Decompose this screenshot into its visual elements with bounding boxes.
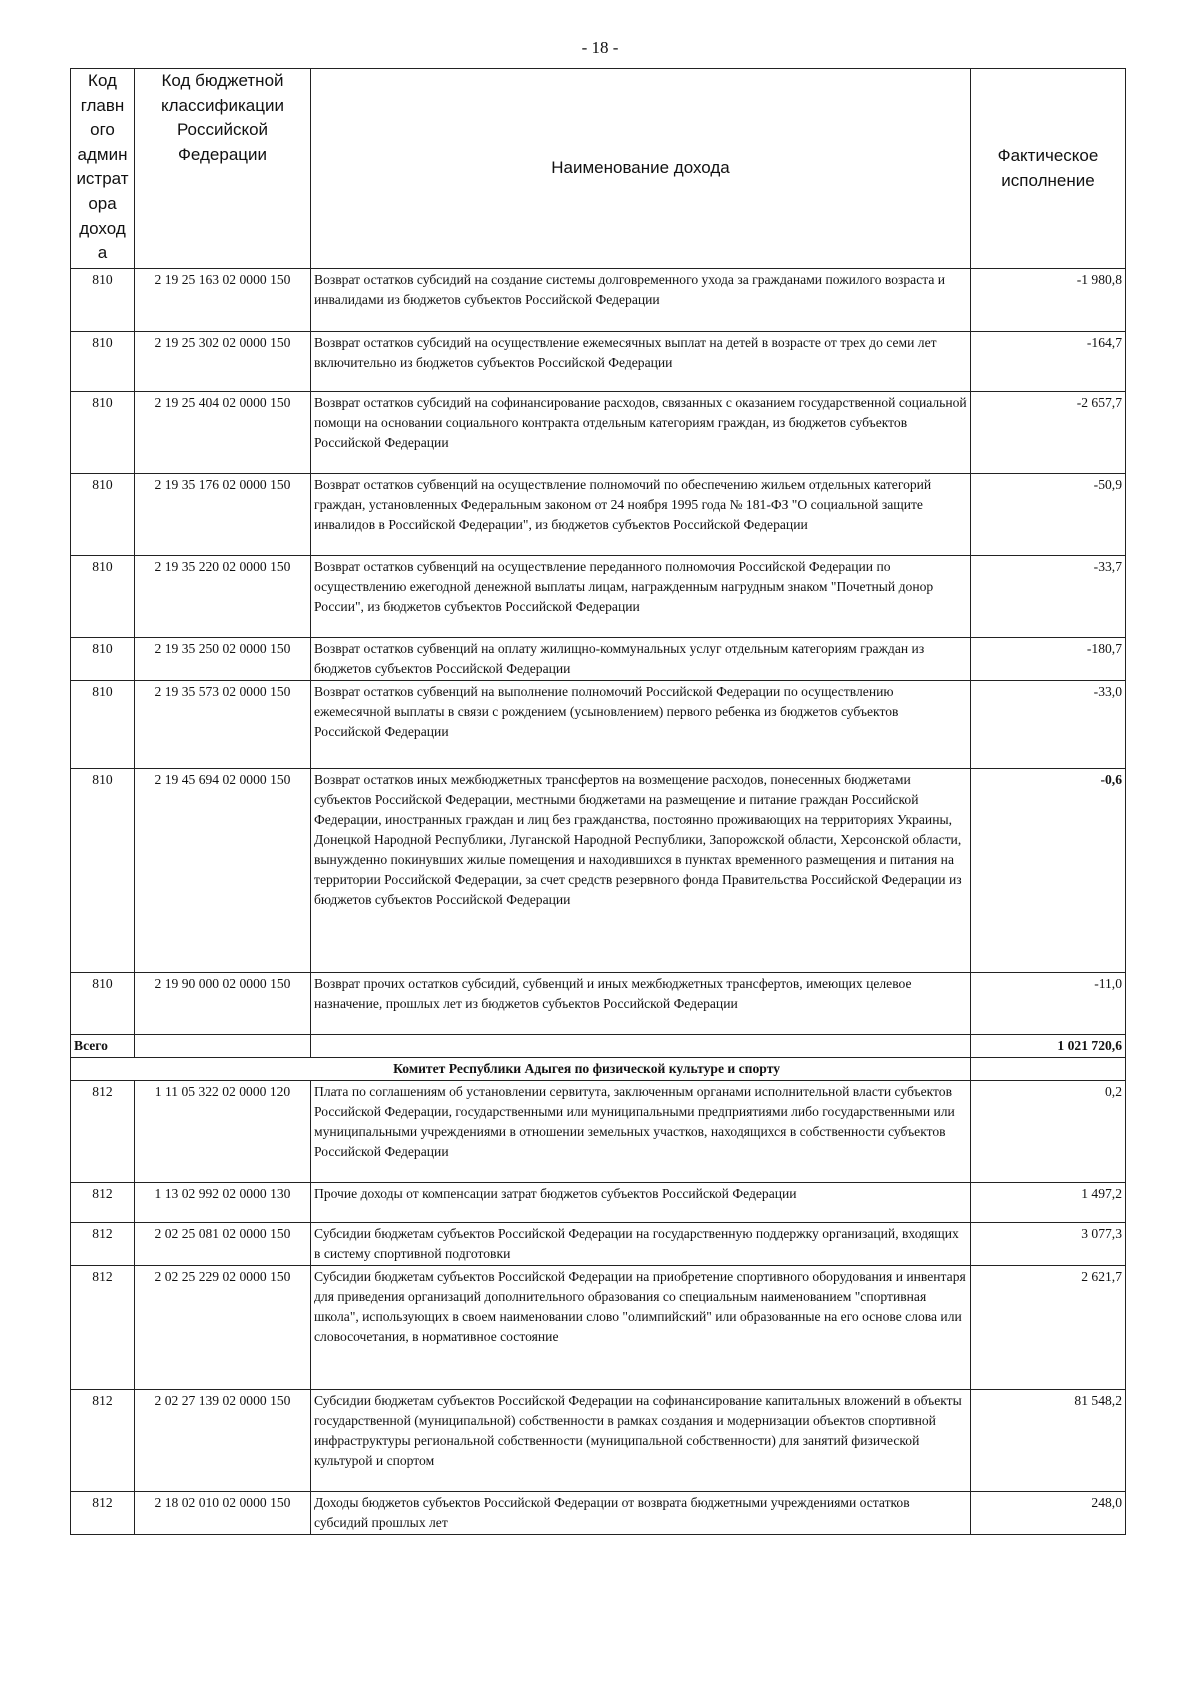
table-row [71,1492,1126,1535]
admin-code-cell: 810 [71,332,135,392]
admin-code-cell: 810 [71,392,135,474]
total-empty-cell [311,1035,971,1058]
revenue-name-cell: Возврат остатков субвенций на выполнение полномочий Российской Федерации по осуществлению ежемесячной выплаты в связи с рождением (усыновлением) первого ребенка из бюджетов субъектов Российской Федерации [311,681,971,769]
amount-cell: 81 548,2 [971,1390,1126,1492]
table-row [71,638,1126,681]
table-row [71,1183,1126,1223]
total-empty-cell [135,1035,311,1058]
admin-code-cell: 812 [71,1390,135,1492]
admin-code-cell: 810 [71,769,135,973]
admin-code-cell: 812 [71,1266,135,1390]
amount-cell: -33,7 [971,556,1126,638]
budget-code-cell: 2 18 02 010 02 0000 150 [135,1492,311,1535]
admin-code-cell: 810 [71,973,135,1035]
budget-code-cell: 2 19 35 176 02 0000 150 [135,474,311,556]
revenue-name-cell: Возврат остатков субсидий на софинансирование расходов, связанных с оказанием государственной социальной помощи на основании социального контракта отдельным категориям граждан, из бюджетов субъектов Российской Федерации [311,392,971,474]
budget-code-cell: 1 11 05 322 02 0000 120 [135,1081,311,1183]
table-row [71,1223,1126,1266]
budget-code-cell: 2 19 35 250 02 0000 150 [135,638,311,681]
revenue-name-cell: Плата по соглашениям об установлении сервитута, заключенным органами исполнительной власти субъектов Российской Федерации, государственными или муниципальными предприятиями либо государственными или муниципальными учреждениями в отношении земельных участков, находящихся в собственности субъектов Российской Федерации [311,1081,971,1183]
amount-cell: 2 621,7 [971,1266,1126,1390]
section-title: Комитет Республики Адыгея по физической культуре и спорту [71,1058,971,1081]
revenue-name-cell: Доходы бюджетов субъектов Российской Федерации от возврата бюджетными учреждениями остатков субсидий прошлых лет [311,1492,971,1535]
revenue-name-cell: Возврат остатков субвенций на осуществление переданного полномочия Российской Федерации по осуществлению ежегодной денежной выплаты лицам, награжденным нагрудным знаком "Почетный донор России", из бюджетов субъектов Российской Федерации [311,556,971,638]
table-row [71,769,1126,973]
revenue-name-cell: Возврат остатков субсидий на осуществление ежемесячных выплат на детей в возрасте от трех до семи лет включительно из бюджетов субъектов Российской Федерации [311,332,971,392]
amount-cell: 3 077,3 [971,1223,1126,1266]
table-row [71,681,1126,769]
section-row [71,1058,1126,1081]
table-row [71,1266,1126,1390]
admin-code-cell: 810 [71,681,135,769]
revenue-name-cell: Возврат остатков субвенций на осуществление полномочий по обеспечению жильем отдельных категорий граждан, установленных Федеральным законом от 24 ноября 1995 года № 181-ФЗ "О социальной защите инвалидов в Российской Федерации", из бюджетов субъектов Российской Федерации [311,474,971,556]
table-row [71,332,1126,392]
revenue-name-cell: Субсидии бюджетам субъектов Российской Федерации на государственную поддержку организаций, входящих в систему спортивной подготовки [311,1223,971,1266]
budget-code-cell: 2 19 90 000 02 0000 150 [135,973,311,1035]
budget-code-cell: 2 19 25 302 02 0000 150 [135,332,311,392]
amount-cell: 0,2 [971,1081,1126,1183]
revenue-name-cell: Возврат прочих остатков субсидий, субвенций и иных межбюджетных трансфертов, имеющих целевое назначение, прошлых лет из бюджетов субъектов Российской Федерации [311,973,971,1035]
revenue-table [70,68,1126,1535]
revenue-name-cell: Субсидии бюджетам субъектов Российской Федерации на приобретение спортивного оборудования и инвентаря для приведения организаций дополнительного образования со специальным наименованием "спортивная школа", использующих в своем наименовании слово "олимпийский" или образованные на его основе слова или словосочетания, в нормативное состояние [311,1266,971,1390]
header-budget-code: Код бюджетной классификации Российской Федерации [135,69,311,269]
revenue-table-frame [70,68,1125,1596]
revenue-rows [71,269,1126,1535]
amount-cell: -50,9 [971,474,1126,556]
table-row [71,1390,1126,1492]
budget-code-cell: 2 02 25 081 02 0000 150 [135,1223,311,1266]
header-revenue-name: Наименование дохода [311,69,971,269]
amount-cell: 248,0 [971,1492,1126,1535]
revenue-name-cell: Прочие доходы от компенсации затрат бюджетов субъектов Российской Федерации [311,1183,971,1223]
admin-code-cell: 812 [71,1183,135,1223]
admin-code-cell: 812 [71,1492,135,1535]
budget-code-cell: 2 19 45 694 02 0000 150 [135,769,311,973]
total-row [71,1035,1126,1058]
table-row [71,1081,1126,1183]
total-amount: 1 021 720,6 [971,1035,1126,1058]
table-row [71,474,1126,556]
section-empty-cell [971,1058,1126,1081]
revenue-name-cell: Субсидии бюджетам субъектов Российской Федерации на софинансирование капитальных вложений в объекты государственной (муниципальной) собственности в рамках создания и модернизации объектов спортивной инфраструктуры региональной собственности (муниципальной собственности) для занятий физической культурой и спортом [311,1390,971,1492]
amount-cell: -164,7 [971,332,1126,392]
total-label: Всего [71,1035,135,1058]
header-actual-amount: Фактическое исполнение [971,69,1126,269]
amount-cell: -33,0 [971,681,1126,769]
budget-code-cell: 2 02 25 229 02 0000 150 [135,1266,311,1390]
admin-code-cell: 812 [71,1223,135,1266]
table-row [71,392,1126,474]
page-number: - 18 - [581,38,619,57]
budget-code-cell: 1 13 02 992 02 0000 130 [135,1183,311,1223]
budget-code-cell: 2 19 25 404 02 0000 150 [135,392,311,474]
admin-code-cell: 810 [71,269,135,332]
admin-code-cell: 810 [71,556,135,638]
table-row [71,269,1126,332]
admin-code-cell: 810 [71,474,135,556]
revenue-name-cell: Возврат остатков субсидий на создание системы долговременного ухода за гражданами пожилого возраста и инвалидами из бюджетов субъектов Российской Федерации [311,269,971,332]
admin-code-cell: 810 [71,638,135,681]
admin-code-cell: 812 [71,1081,135,1183]
budget-code-cell: 2 19 35 573 02 0000 150 [135,681,311,769]
amount-cell: -11,0 [971,973,1126,1035]
amount-cell: -1 980,8 [971,269,1126,332]
budget-code-cell: 2 02 27 139 02 0000 150 [135,1390,311,1492]
budget-code-cell: 2 19 25 163 02 0000 150 [135,269,311,332]
header-admin-code: Код главн ого админ истрат ора доход а [71,69,135,269]
amount-cell: -180,7 [971,638,1126,681]
table-row [71,556,1126,638]
amount-cell: -0,6 [971,769,1126,973]
table-row [71,973,1126,1035]
amount-cell: -2 657,7 [971,392,1126,474]
amount-cell: 1 497,2 [971,1183,1126,1223]
revenue-name-cell: Возврат остатков субвенций на оплату жилищно-коммунальных услуг отдельным категориям граждан из бюджетов субъектов Российской Федерации [311,638,971,681]
revenue-name-cell: Возврат остатков иных межбюджетных трансфертов на возмещение расходов, понесенных бюджетами субъектов Российской Федерации, местными бюджетами на размещение и питание граждан Российской Федерации, иностранных граждан и лиц без гражданства, постоянно проживающих на территориях Украины, Донецкой Народной Республики, Луганской Народной Республики, Запорожской области, Херсонской области, вынужденно покинувших жилые помещения и находившихся в пунктах временного размещения и питания на территории Российской Федерации, за счет средств резервного фонда Правительства Российской Федерации из бюджетов субъектов Российской Федерации [311,769,971,973]
budget-code-cell: 2 19 35 220 02 0000 150 [135,556,311,638]
